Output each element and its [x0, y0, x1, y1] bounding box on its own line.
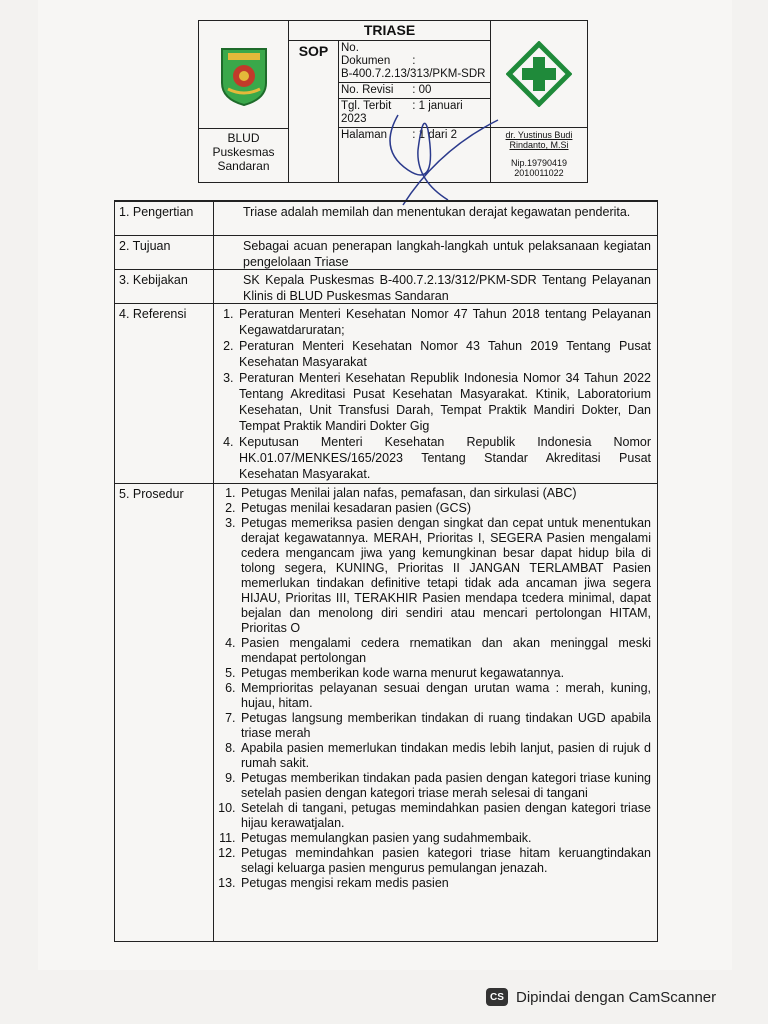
list-item: 8. Apabila pasien memerlukan tindakan medis lebih lanjut, pasien di rujuk d rumah sakit.: [239, 741, 651, 771]
sop-content-table: [114, 200, 658, 942]
section-prosedur: [115, 483, 657, 941]
meta-row-page: Halaman : 1 dari 2: [341, 129, 457, 141]
section-label: 1. Pengertian: [119, 205, 194, 219]
organization-name: BLUD Puskesmas Sandaran: [199, 128, 289, 182]
list-item: 2. Peraturan Menteri Kesehatan Nomor 43 Tahun 2019 Tentang Pusat Kesehatan Masyarakat: [237, 338, 651, 370]
puskesmas-logo-cell: [491, 21, 587, 128]
section-label: 2. Tujuan: [119, 239, 171, 253]
list-item: 3. Peraturan Menteri Kesehatan Republik Indonesia Nomor 34 Tahun 2022 Tentang Akreditasi Pusat Kesehatan Masyarakat. Ktinik, Laboratorium Kesehatan, Unit Transfusi Darah, Tempat Praktik Mandiri Dokter, Dan Tempat Praktik Mandiri Dokter Gig: [237, 370, 651, 434]
section-referensi: [115, 303, 657, 484]
list-item: 1. Peraturan Menteri Kesehatan Nomor 47 Tahun 2018 tentang Pelayanan Kegawatdaruratan;: [237, 306, 651, 338]
meta-row-issue-date: Tgl. Terbit : 1 januari 2023: [339, 99, 490, 128]
section-text: Triase adalah memilah dan menentukan derajat kegawatan penderita.: [243, 205, 631, 219]
section-tujuan: [115, 235, 657, 270]
document-title: TRIASE: [289, 21, 491, 41]
section-text: Sebagai acuan penerapan langkah-langkah untuk pelaksanaan kegiatan pengelolaan Triase: [243, 239, 651, 269]
sop-header: [198, 20, 588, 183]
document-page: [38, 0, 732, 970]
camscanner-icon: CS: [486, 988, 508, 1006]
section-list: [215, 306, 651, 482]
meta-row-document-number: No. Dokumen : B-400.7.2.13/313/PKM-SDR: [339, 41, 490, 83]
list-item: 3. Petugas memeriksa pasien dengan singkat dan cepat untuk menentukan derajat kegawatannya. MERAH, Prioritas I, SEGERA Pasien mengalami cedera mengancam jiwa yang kemungkinan besar dapat hidup bila di tolong segera, KUNING, Prioritas II JANGAN TERLAMBAT Pasien memerlukan tindakan definitive tetapi tidak ada ancaman jiwa segera HIJAU, Prioritas III, TERAKHIR Pasien mendapa tcedera minimal, dapat bejalan dan menolong diri sendiri atau mencari pertolongan HITAM, Prioritas O: [239, 516, 651, 636]
list-item: 5. Petugas memberikan kode warna menurut kegawatannya.: [239, 666, 651, 681]
reference-list: [215, 306, 651, 482]
section-label: 5. Prosedur: [119, 487, 184, 501]
list-item: 12. Petugas memindahkan pasien kategori triase hitam keruangtindakan selagi keluarga pasien mengurus pemulangan jenazah.: [239, 846, 651, 876]
section-text: SK Kepala Puskesmas B-400.7.2.13/312/PKM-SDR Tentang Pelayanan Klinis di BLUD Puskesmas Sandaran: [243, 273, 651, 303]
list-item: 13. Petugas mengisi rekam medis pasien: [239, 876, 651, 891]
section-label: 4. Referensi: [119, 307, 187, 321]
section-kebijakan: [115, 269, 657, 304]
camscanner-text: Dipindai dengan CamScanner: [516, 988, 717, 1006]
list-item: 1. Petugas Menilai jalan nafas, pemafasan, dan sirkulasi (ABC): [239, 486, 651, 501]
list-item: 7. Petugas langsung memberikan tindakan di ruang tindakan UGD apabila triase merah: [239, 711, 651, 741]
procedure-list: [215, 486, 651, 891]
list-item: 10. Setelah di tangani, petugas memindahkan pasien dengan kategori triase hijau kerawatjalan.: [239, 801, 651, 831]
list-item: 4. Pasien mengalami cedera rnematikan dan akan meninggal meski mendapat pertolongan: [239, 636, 651, 666]
section-list: [215, 486, 651, 891]
section-pengertian: [115, 201, 657, 236]
list-item: 11. Petugas memulangkan pasien yang sudahmembaik.: [239, 831, 651, 846]
list-item: 6. Memprioritas pelayanan sesuai dengan urutan wama : merah, kuning, hujau, hitam.: [239, 681, 651, 711]
section-label: 3. Kebijakan: [119, 273, 188, 287]
meta-row-revision: No. Revisi : 00: [339, 83, 490, 99]
signatory-block: [491, 128, 587, 182]
sop-label: SOP: [289, 41, 339, 182]
list-item: 9. Petugas memberikan tindakan pada pasien dengan kategori triase kuning setelah pasien dengan kategori triase merah selesai di tangani: [239, 771, 651, 801]
list-item: 4. Keputusan Menteri Kesehatan Republik Indonesia Nomor HK.01.07/MENKES/165/2023 Tentang Standar Akreditasi Pusat Kesehatan Masyarakat.: [237, 434, 651, 482]
puskesmas-logo-icon: [506, 41, 572, 107]
camscanner-watermark: [486, 986, 716, 1008]
regency-emblem-icon: [214, 43, 274, 107]
list-item: 2. Petugas menilai kesadaran pasien (GCS): [239, 501, 651, 516]
signatory-name: dr. Yustinus Budi Rindanto, M.Si: [505, 130, 573, 150]
signatory-nip: Nip.19790419 2010011022: [510, 158, 568, 178]
regency-logo-cell: [199, 21, 289, 128]
document-meta: [339, 41, 491, 182]
